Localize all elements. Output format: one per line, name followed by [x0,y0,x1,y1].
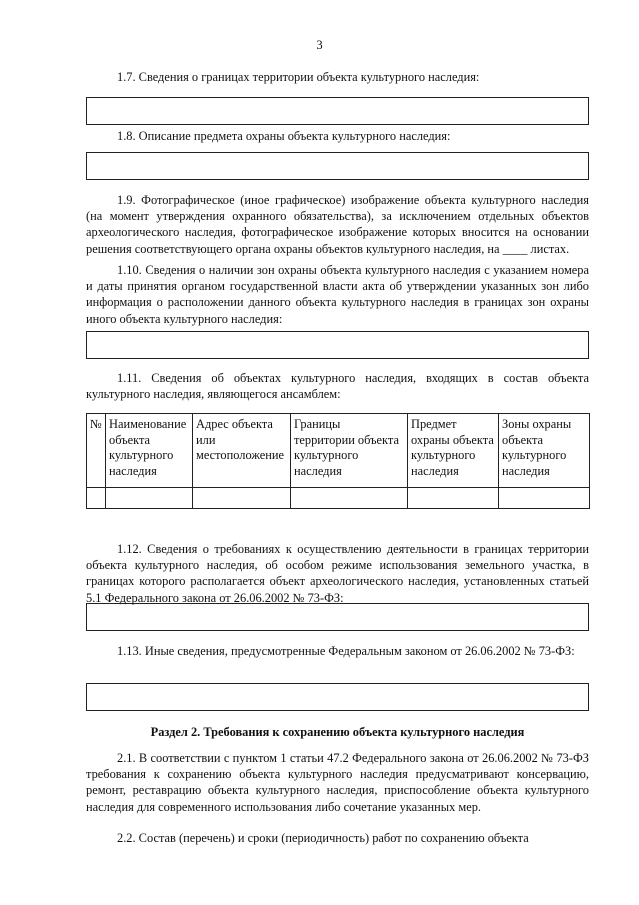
section-1-13-text: 1.13. Иные сведения, предусмотренные Федеральным законом от 26.06.2002 № 73-ФЗ: [117,644,575,658]
table-header-cell: Границы территории объекта культурного наследия [291,414,408,488]
table-cell[interactable] [106,488,193,509]
table-header-cell: № [87,414,106,488]
table-header-cell: Зоны охраны объекта культурного наследия [499,414,590,488]
other-info-field[interactable] [86,683,589,711]
table-cell[interactable] [193,488,291,509]
table-cell[interactable] [499,488,590,509]
table-row [87,488,590,509]
section-2-heading: Раздел 2. Требования к сохранению объекта культурного наследия [150,725,525,739]
section-1-10-text: 1.10. Сведения о наличии зон охраны объекта культурного наследия с указанием номера и даты принятия органом государственной власти акта об утверждении указанных зон либо информация о расположении данного объекта культурного наследия в границах зон охраны иного объекта культурного наследия: [86,263,589,326]
table-cell[interactable] [408,488,499,509]
table-cell[interactable] [291,488,408,509]
section-1-12-text: 1.12. Сведения о требованиях к осуществлению деятельности в границах территории объекта культурного наследия, об особом режиме использования земельного участка, в границах которого располагается объект археологического наследия, установленных статьей 5.1 Федерального закона от 26.06.2002 № 73-ФЗ: [86,542,589,605]
activity-requirements-field[interactable] [86,603,589,631]
section-2-1-text: 2.1. В соответствии с пунктом 1 статьи 47.2 Федерального закона от 26.06.2002 № 73-ФЗ требования к сохранению объекта культурного наследия предусматривают консервацию, ремонт, реставрацию объекта культурного наследия, приспособление объекта культурного наследия для современного использования либо сочетание указанных мер. [86,751,589,814]
section-1-9-text: 1.9. Фотографическое (иное графическое) изображение объекта культурного наследия (на момент утверждения охранного обязательства), за исключением отдельных объектов археологического наследия, фотографическое изображение которых вносится на основании решения соответствующего органа охраны объектов культурного наследия, на ____ листах. [86,193,589,256]
section-1-7-text: 1.7. Сведения о границах территории объекта культурного наследия: [117,70,480,84]
table-header-cell: Предмет охраны объекта культурного наследия [408,414,499,488]
section-2-2-text: 2.2. Состав (перечень) и сроки (периодичность) работ по сохранению объекта [117,831,529,845]
page-number: 3 [316,38,323,52]
ensemble-objects-table [86,413,590,509]
protection-subject-field[interactable] [86,152,589,180]
section-1-8-text: 1.8. Описание предмета охраны объекта культурного наследия: [117,129,451,143]
section-1-11-text: 1.11. Сведения об объектах культурного наследия, входящих в состав объекта культурного наследия, являющегося ансамблем: [86,371,589,402]
table-header-cell: Наименование объекта культурного наследия [106,414,193,488]
territory-boundaries-field[interactable] [86,97,589,125]
table-cell[interactable] [87,488,106,509]
protection-zones-field[interactable] [86,331,589,359]
table-header-row [87,414,590,488]
table-header-cell: Адрес объекта или местоположение [193,414,291,488]
